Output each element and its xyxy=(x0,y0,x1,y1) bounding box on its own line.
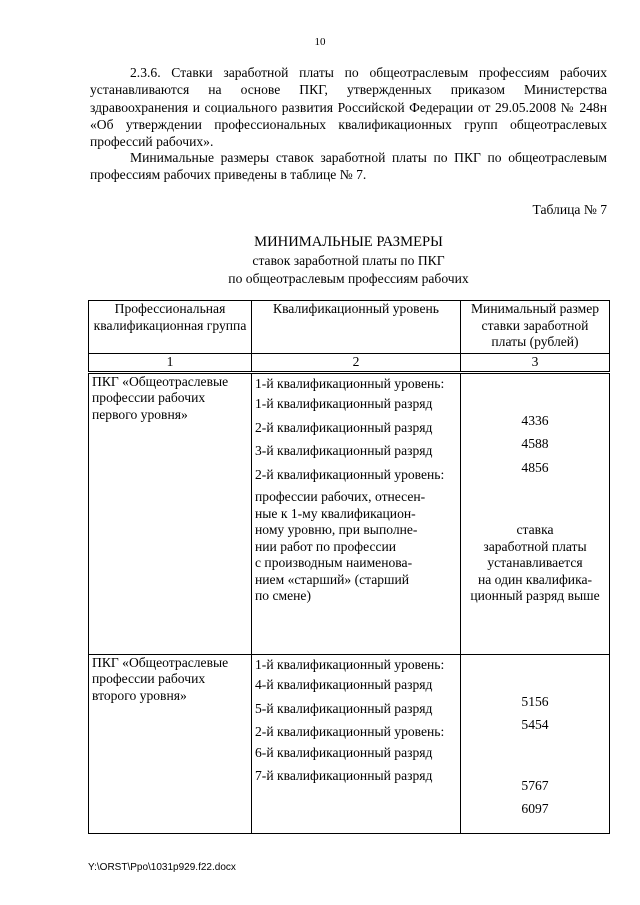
rate-note-line: ставка xyxy=(516,522,554,537)
qualification-grade: 1-й квалификационный разряд xyxy=(255,396,433,411)
header-level: Квалификационный уровень xyxy=(252,301,461,354)
table-caption: Таблица № 7 xyxy=(532,202,607,217)
note-line: с производным наименова- xyxy=(255,555,413,570)
table-heading-subtitle: ставок заработной платы по ПКГ xyxy=(252,253,445,268)
qualification-grade: 6-й квалификационный разряд xyxy=(255,744,433,760)
rate-note-line: устанавливается xyxy=(487,555,583,570)
column-number: 1 xyxy=(89,354,252,373)
qualification-level: 1-й квалификационный уровень: xyxy=(255,656,445,672)
rate-value: 4856 xyxy=(521,459,549,475)
note-line: профессии рабочих, отнесен- xyxy=(255,489,426,504)
qualification-level: 1-й квалификационный уровень: xyxy=(255,375,445,391)
column-number: 2 xyxy=(252,354,461,373)
table-heading-title: МИНИМАЛЬНЫЕ РАЗМЕРЫ xyxy=(254,234,443,250)
group-name: ПКГ «Общеотраслевые профессии рабочих второго уровня» xyxy=(89,654,252,833)
rates-table xyxy=(88,300,610,834)
header-group: Профессиональная квалификационная группа xyxy=(89,301,252,354)
group-name: ПКГ «Общеотраслевые профессии рабочих первого уровня» xyxy=(89,372,252,654)
note-line: ные к 1-му квалификацион- xyxy=(255,505,416,521)
qualification-grade: 3-й квалификационный разряд xyxy=(255,443,433,458)
qualification-grade: 2-й квалификационный разряд xyxy=(255,419,433,435)
paragraph-reference: Минимальные размеры ставок заработной платы по ПКГ по общеотраслевым профессиям рабочих приведены в таблице № 7. xyxy=(90,150,607,183)
qualification-level: 2-й квалификационный уровень: xyxy=(255,466,445,482)
note-line: по смене) xyxy=(255,588,311,603)
rate-note-line: на один квалифика- xyxy=(477,571,593,587)
page-number: 10 xyxy=(314,36,326,48)
qualification-grade: 4-й квалификационный разряд xyxy=(255,677,433,692)
qualification-grade: 5-й квалификационный разряд xyxy=(255,700,433,716)
table-header-row xyxy=(89,301,610,354)
column-number: 3 xyxy=(461,354,610,373)
note-line: ному уровню, при выполне- xyxy=(255,522,418,537)
table-heading-subtitle-2: по общеотраслевым профессиям рабочих xyxy=(228,271,469,286)
rate-value: 6097 xyxy=(521,801,549,816)
column-number-row xyxy=(89,354,610,373)
table-row-group-2 xyxy=(89,654,610,833)
paragraph-intro: 2.3.6. Ставки заработной платы по общеотраслевым профессиям рабочих устанавливаются на основе ПКГ, утвержденных приказом Министерства здравоохранения и социального развития Российской Федерации от 29.05.2008 № 248н «Об утверждении профессиональных квалификационных групп общеотраслевых профессий рабочих». xyxy=(90,65,607,150)
file-path-footer: Y:\ORST\Ppo\1031p929.f22.docx xyxy=(88,862,236,873)
qualification-level: 2-й квалификационный уровень: xyxy=(255,724,445,739)
rate-value: 5454 xyxy=(521,717,549,732)
qualification-grade: 7-й квалификационный разряд xyxy=(255,768,433,783)
rate-value: 4336 xyxy=(521,412,549,428)
rate-value: 5767 xyxy=(521,777,549,793)
table-row-group-1 xyxy=(89,372,610,654)
note-line: нии работ по профессии xyxy=(255,538,397,554)
rate-note-line: ционный разряд выше xyxy=(470,588,600,603)
rate-note-line: заработной платы xyxy=(483,538,587,554)
rate-value: 4588 xyxy=(521,436,549,451)
header-rate: Минимальный размер ставки заработной платы (рублей) xyxy=(461,301,610,354)
note-line: нием «старший» (старший xyxy=(255,571,410,587)
rate-value: 5156 xyxy=(521,693,549,709)
